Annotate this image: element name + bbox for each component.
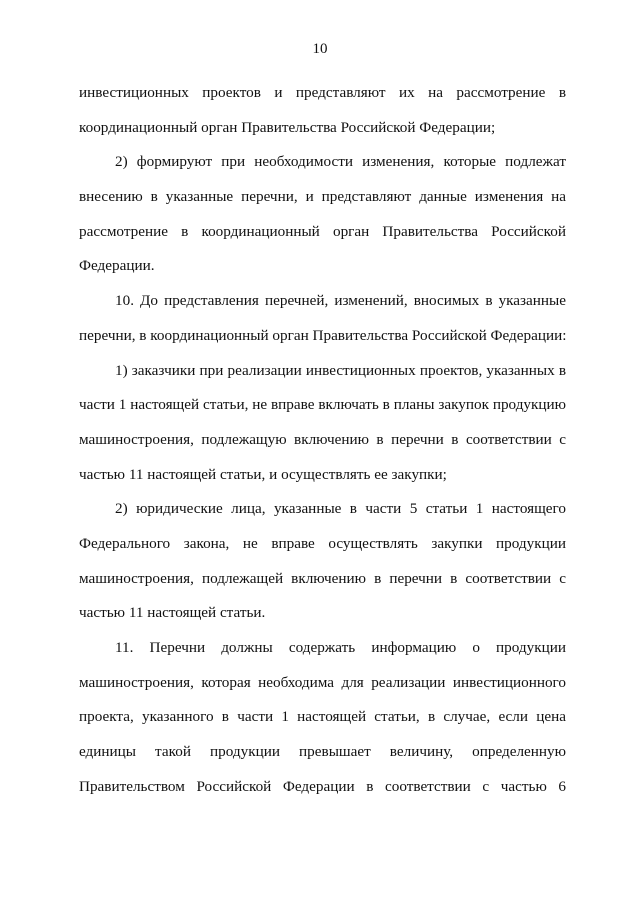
text-line: Федерации. (79, 257, 155, 275)
text-line: машиностроения, подлежащую включению в перечни в соответствии с (79, 430, 566, 448)
text-line: части 1 настоящей статьи, не вправе включать в планы закупок продукцию (79, 396, 566, 414)
text-line: частью 11 настоящей статьи. (79, 604, 266, 622)
text-line: 10. До представления перечней, изменений, вносимых в указанные (115, 292, 566, 310)
text-line: перечни, в координационный орган Правительства Российской Федерации: (79, 326, 567, 344)
text-line: 11. Перечни должны содержать информацию о продукции (115, 639, 566, 656)
text-line: координационный орган Правительства Российской Федерации; (79, 118, 496, 136)
text-line: 2) юридические лица, указанные в части 5 статьи 1 настоящего (115, 500, 566, 518)
text-line: 2) формируют при необходимости изменения, которые подлежат (115, 153, 566, 171)
text-line: внесению в указанные перечни, и представляют данные изменения на (79, 188, 566, 206)
text-line: частью 11 настоящей статьи, и осуществлять ее закупки; (79, 465, 447, 483)
text-line: рассмотрение в координационный орган Правительства Российской (79, 222, 566, 240)
text-line: машиностроения, подлежащей включению в перечни в соответствии с (79, 569, 566, 587)
text-line: 1) заказчики при реализации инвестиционных проектов, указанных в (115, 361, 566, 379)
text-line: Федерального закона, не вправе осуществлять закупки продукции (79, 534, 566, 552)
text-line: машиностроения, которая необходима для реализации инвестиционного (79, 673, 566, 691)
text-line: Правительством Российской Федерации в соответствии с частью 6 (79, 777, 566, 795)
text-line: единицы такой продукции превышает величину, определенную (79, 743, 566, 761)
page-number: 10 (312, 41, 328, 57)
text-line: инвестиционных проектов и представляют их на рассмотрение в (79, 84, 566, 101)
document-body (79, 76, 566, 804)
text-line: проекта, указанного в части 1 настоящей статьи, в случае, если цена (79, 708, 566, 726)
